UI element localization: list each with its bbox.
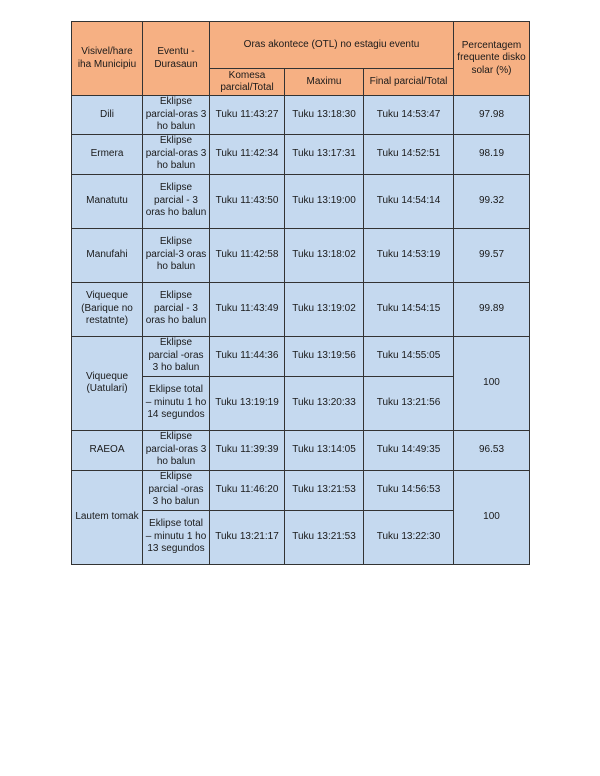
end-time-cell: Tuku 14:52:51	[364, 134, 454, 174]
header-event: Eventu - Durasaun	[143, 22, 210, 96]
percentage-cell: 98.19	[454, 134, 530, 174]
header-end: Final parcial/Total	[364, 69, 454, 96]
percentage-cell: 99.89	[454, 282, 530, 336]
municipality-cell: Viqueque (Barique no restatnte)	[72, 282, 143, 336]
start-time-cell: Tuku 11:42:34	[210, 134, 285, 174]
start-time-cell: Tuku 13:19:19	[210, 376, 285, 430]
table-row	[72, 282, 530, 336]
start-time-cell: Tuku 11:44:36	[210, 336, 285, 376]
maximum-time-cell: Tuku 13:20:33	[285, 376, 364, 430]
maximum-time-cell: Tuku 13:17:31	[285, 134, 364, 174]
end-time-cell: Tuku 14:53:19	[364, 228, 454, 282]
table-row	[72, 96, 530, 135]
percentage-cell: 100	[454, 336, 530, 430]
start-time-cell: Tuku 11:43:27	[210, 96, 285, 135]
table-row	[72, 336, 530, 376]
header-start: Komesa parcial/Total	[210, 69, 285, 96]
maximum-time-cell: Tuku 13:18:30	[285, 96, 364, 135]
header-times-group: Oras akontece (OTL) no estagiu eventu	[210, 22, 454, 69]
maximum-time-cell: Tuku 13:21:53	[285, 510, 364, 564]
maximum-time-cell: Tuku 13:19:00	[285, 174, 364, 228]
municipality-cell: Manufahi	[72, 228, 143, 282]
start-time-cell: Tuku 11:42:58	[210, 228, 285, 282]
percentage-cell: 96.53	[454, 430, 530, 470]
end-time-cell: Tuku 13:22:30	[364, 510, 454, 564]
event-cell: Eklipse parcial - 3 oras ho balun	[143, 282, 210, 336]
maximum-time-cell: Tuku 13:19:56	[285, 336, 364, 376]
maximum-time-cell: Tuku 13:21:53	[285, 470, 364, 510]
event-cell: Eklipse parcial - 3 oras ho balun	[143, 174, 210, 228]
municipality-cell: Manatutu	[72, 174, 143, 228]
municipality-cell: Ermera	[72, 134, 143, 174]
event-cell: Eklipse parcial-oras 3 ho balun	[143, 430, 210, 470]
event-cell: Eklipse parcial-oras 3 ho balun	[143, 134, 210, 174]
start-time-cell: Tuku 13:21:17	[210, 510, 285, 564]
header-row	[72, 22, 530, 69]
end-time-cell: Tuku 14:55:05	[364, 336, 454, 376]
table-row	[72, 228, 530, 282]
table-row	[72, 134, 530, 174]
event-cell: Eklipse parcial -oras 3 ho balun	[143, 470, 210, 510]
municipality-cell: Dili	[72, 96, 143, 135]
table-row	[72, 430, 530, 470]
end-time-cell: Tuku 14:54:14	[364, 174, 454, 228]
maximum-time-cell: Tuku 13:19:02	[285, 282, 364, 336]
eclipse-table	[71, 21, 530, 565]
municipality-cell: Viqueque (Uatulari)	[72, 336, 143, 430]
maximum-time-cell: Tuku 13:14:05	[285, 430, 364, 470]
end-time-cell: Tuku 14:54:15	[364, 282, 454, 336]
header-municipality: Visivel/hare iha Municipiu	[72, 22, 143, 96]
start-time-cell: Tuku 11:43:49	[210, 282, 285, 336]
event-cell: Eklipse parcial -oras 3 ho balun	[143, 336, 210, 376]
header-percentage: Percentagem frequente disko solar (%)	[454, 22, 530, 96]
table-row	[72, 174, 530, 228]
percentage-cell: 99.57	[454, 228, 530, 282]
event-cell: Eklipse parcial-3 oras ho balun	[143, 228, 210, 282]
event-cell: Eklipse parcial-oras 3 ho balun	[143, 96, 210, 135]
table-row	[72, 470, 530, 510]
municipality-cell: RAEOA	[72, 430, 143, 470]
end-time-cell: Tuku 13:21:56	[364, 376, 454, 430]
municipality-cell: Lautem tomak	[72, 470, 143, 564]
header-maximum: Maximu	[285, 69, 364, 96]
event-cell: Eklipse total – minutu 1 ho 14 segundos	[143, 376, 210, 430]
maximum-time-cell: Tuku 13:18:02	[285, 228, 364, 282]
start-time-cell: Tuku 11:43:50	[210, 174, 285, 228]
end-time-cell: Tuku 14:53:47	[364, 96, 454, 135]
end-time-cell: Tuku 14:49:35	[364, 430, 454, 470]
event-cell: Eklipse total – minutu 1 ho 13 segundos	[143, 510, 210, 564]
start-time-cell: Tuku 11:39:39	[210, 430, 285, 470]
end-time-cell: Tuku 14:56:53	[364, 470, 454, 510]
start-time-cell: Tuku 11:46:20	[210, 470, 285, 510]
percentage-cell: 97.98	[454, 96, 530, 135]
percentage-cell: 99.32	[454, 174, 530, 228]
percentage-cell: 100	[454, 470, 530, 564]
